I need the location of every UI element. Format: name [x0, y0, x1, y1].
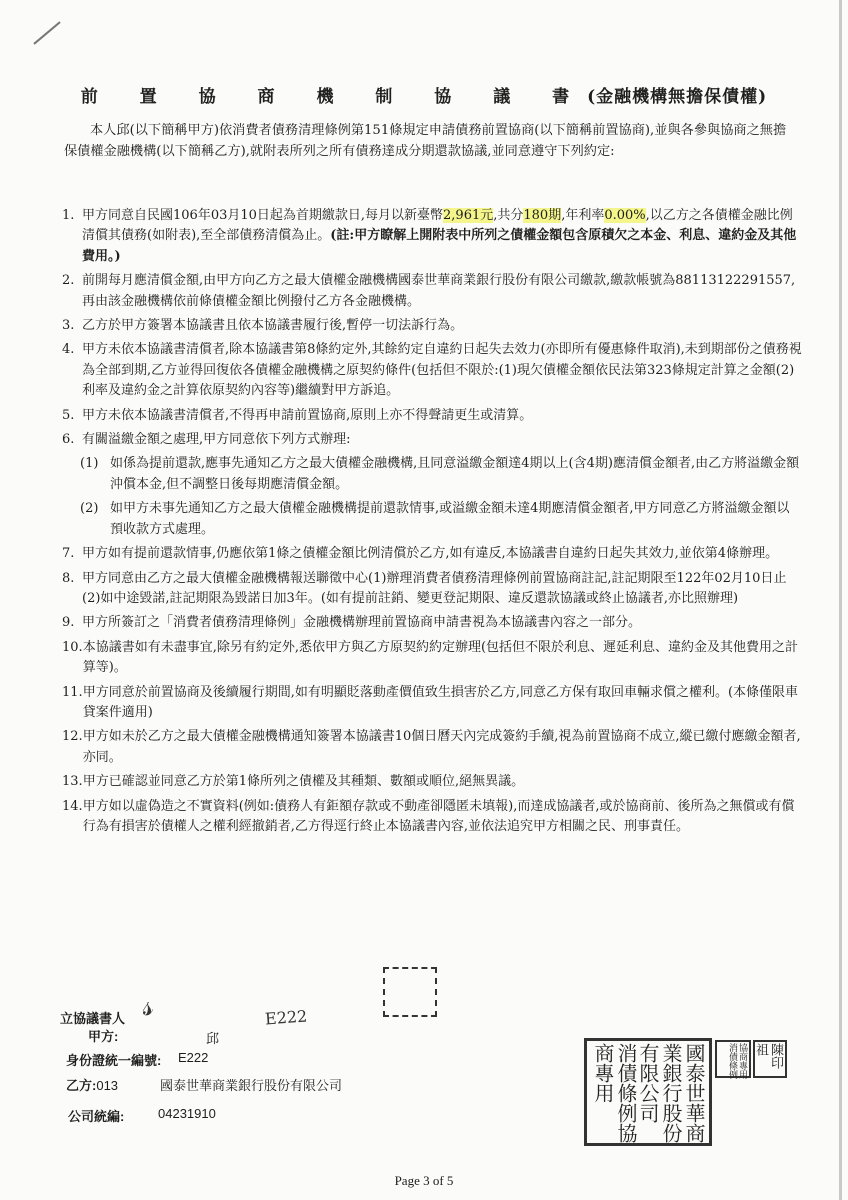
periods: 180期 — [523, 208, 562, 223]
clause-number: 6. — [62, 432, 75, 448]
clause-number: 14. — [62, 798, 83, 814]
clause-body: 甲方未依本協議書清償者,不得再申請前置協商,原則上亦不得聲請更生或清算。 — [82, 407, 533, 423]
clause-body: 如係為提前還款,應事先通知乙方之最大債權金融機構,且同意溢繳金額達4期以上(含4期)應清償金額者,由乙方將溢繳金額沖償本金,但不調整日後每期應清償金額。 — [110, 456, 800, 492]
clause-number: 2. — [62, 273, 75, 289]
clause-7 — [62, 544, 802, 564]
clause-9 — [62, 613, 802, 633]
bank-seal-stamp — [584, 1038, 712, 1146]
bank-seal-text-left: 消債條例協商專用 — [591, 1043, 638, 1143]
clause-6 — [62, 430, 802, 450]
title-main: 前 置 協 商 機 制 協 議 書 — [80, 87, 588, 107]
party-a-label: 甲方: — [88, 1029, 119, 1044]
clause1-text-b: ,共分 — [493, 208, 524, 223]
page-footer: Page 3 of 5 — [394, 1173, 454, 1188]
clause-11 — [62, 683, 802, 724]
clause-number: 3. — [62, 318, 75, 334]
id-label: 身份證統一編號: — [66, 1053, 162, 1068]
pen-mark — [33, 21, 60, 44]
clause-number: 10. — [62, 639, 83, 655]
clause-body: 甲方已確認並同意乙方於第1條所列之債權及其種類、數額或順位,絕無異議。 — [82, 774, 525, 790]
small-seal-a — [715, 1040, 751, 1078]
clause-number: 7. — [62, 546, 75, 562]
party-b-name: 國泰世華商業銀行股份有限公司 — [160, 1078, 343, 1093]
party-b-label: 乙方: — [66, 1078, 97, 1093]
clause-number: 1. — [62, 208, 75, 223]
clause-2 — [62, 271, 802, 312]
clause-12 — [62, 727, 802, 768]
interest-rate: 0.00% — [604, 208, 646, 223]
clause-body: 甲方未依本協議書清償者,除本協議書第8條約定外,其餘約定自違約日起失去效力(亦即所有優惠條件取消),未到期部份之債務視為全部到期,乙方並得回復依各債權金融機構之原契約條件(包括但不限於:(1)現欠債權金額依民法第323條規定計算之金額(2)利率及違約金之計算依原契約內容等)繼續對甲方訴追。 — [82, 342, 802, 399]
clause-body — [82, 206, 802, 267]
sub-clause — [80, 454, 802, 495]
company-id-label: 公司統編: — [68, 1109, 125, 1124]
clause-number: (1) — [80, 456, 99, 472]
clause1-text-c: ,年利率 — [561, 208, 605, 223]
clause1-text-d: ,以乙方之各債權金融比例清償其債務(如附表),至全部債務清償為止。 — [82, 208, 793, 244]
clause-number: 13. — [62, 774, 83, 790]
clause-number: 11. — [62, 684, 83, 700]
monthly-amount: 2,961元 — [443, 208, 494, 223]
clause-body: 乙方於甲方簽署本協議書且依本協議書履行後,暫停一切法訴行為。 — [82, 318, 464, 334]
clause-body: 甲方同意由乙方之最大債權金融機構報送聯徵中心(1)辦理消費者債務清理條例前置協商註記,註記期限至122年02月10日止(2)如中途毀諾,註記期限為毀諾日加3年。(如有提前註銷、變更登記期限、違反還款協議或終止協議者,亦比照辦理) — [82, 570, 787, 606]
intro-paragraph — [64, 120, 794, 162]
clause-number: (2) — [80, 501, 99, 517]
clause-13 — [62, 772, 802, 792]
small-seal-a-text: 協商專用消債條例 — [727, 1043, 747, 1079]
id-value: E222 — [178, 1050, 209, 1065]
clause-body: 甲方如有提前還款情事,仍應依第1條之債權金額比例清償於乙方,如有違反,本協議書自違約日起失其效力,並依第4條辦理。 — [82, 546, 779, 562]
signer-label: 立協議書人 — [60, 1011, 126, 1026]
clause-body: 甲方如未於乙方之最大債權金融機構通知簽署本協議書10個日曆天內完成簽約手續,視為前置協商不成立,縱已繳付應繳金額者,亦同。 — [82, 729, 801, 765]
party-a-name-inline: 邱 — [116, 123, 130, 138]
intro-body: (以下簡稱甲方)依消費者債務清理條例第151條規定申請債務前置協商(以下簡稱前置協商),並與各參與協商之無擔保債權金融機構(以下簡稱乙方),就附表所列之所有債務達成分期還款協議,並同意遵守下列約定: — [64, 123, 787, 159]
clause-body: 前開每月應清償金額,由甲方向乙方之最大債權金融機構國泰世華商業銀行股份有限公司繳款,繳款帳號為88113122291557,再由該金融機構依前條債權金額比例撥付乙方各金融機構。 — [82, 273, 796, 309]
party-a-name: 邱 — [206, 1031, 220, 1046]
title-suffix: (金融機構無擔保債權) — [587, 87, 768, 107]
page-edge — [839, 0, 842, 1200]
clause-body: 甲方所簽訂之「消費者債務清理條例」金融機構辦理前置協商申請書視為本協議書內容之一部分。 — [82, 615, 642, 631]
party-b-code: 013 — [96, 1078, 119, 1093]
small-seal-b — [753, 1040, 787, 1078]
clause-number: 4. — [62, 342, 75, 358]
company-id-value: 04231910 — [158, 1106, 216, 1121]
clause-14 — [62, 797, 802, 838]
intro-pre: 本人 — [90, 123, 117, 138]
clause-number: 9. — [62, 615, 75, 631]
clause-body: 本協議書如有未盡事宜,除另有約定外,悉依甲方與乙方原契約約定辦理(包括但不限於利息、遲延利息、違約金及其他費用之計算等)。 — [82, 639, 799, 676]
personal-seal-stamp — [383, 967, 437, 1017]
handwritten-signature: 𝓈 — [139, 987, 156, 1024]
clause1-note: (註:甲方瞭解上開附表中所列之債權金額包含原積欠之本金、利息、違約金及其他費用。) — [82, 228, 797, 264]
bank-seal-text: 國泰世華商業銀行股份有限公司 — [636, 1043, 706, 1143]
clause-1 — [62, 206, 802, 267]
clause-body: 有關溢繳金額之處理,甲方同意依下列方式辦理: — [82, 432, 351, 448]
clause-10 — [62, 638, 802, 679]
clause-8 — [62, 569, 802, 610]
document-title — [0, 82, 848, 107]
clause1-text-a: 甲方同意自民國106年03月10日起為首期繳款日,每月以新臺幣 — [82, 208, 444, 223]
clause-number: 8. — [62, 570, 75, 586]
clause-body: 如甲方未事先通知乙方之最大債權金融機構提前還款情事,或溢繳金額未達4期應清償金額者,甲方同意乙方將溢繳金額以預收款方式處理。 — [110, 501, 790, 537]
clauses-list — [62, 206, 802, 841]
clause-body: 甲方同意於前置協商及後續履行期間,如有明顯貶落動產價值致生損害於乙方,同意乙方保有取回車輛求償之權利。(本條僅限車貸案件適用) — [82, 684, 799, 720]
clause-4 — [62, 340, 802, 401]
clause-5 — [62, 406, 802, 426]
sub-clause — [80, 499, 802, 540]
clause-3 — [62, 316, 802, 336]
clause-number: 12. — [62, 729, 83, 745]
handwritten-id: E222 — [264, 1006, 308, 1029]
clause-body: 甲方如以虛偽造之不實資料(例如:債務人有鉅額存款或不動產卻隱匿未填報),而達成協議者,或於協商前、後所為之無償或有償行為有損害於債權人之權利經撤銷者,乙方得逕行終止本協議書內容,並依法追究甲方相關之民、刑事責任。 — [82, 798, 795, 834]
small-seal-b-text: 陳印祖 — [753, 1043, 783, 1069]
clause-number: 5. — [62, 407, 75, 423]
